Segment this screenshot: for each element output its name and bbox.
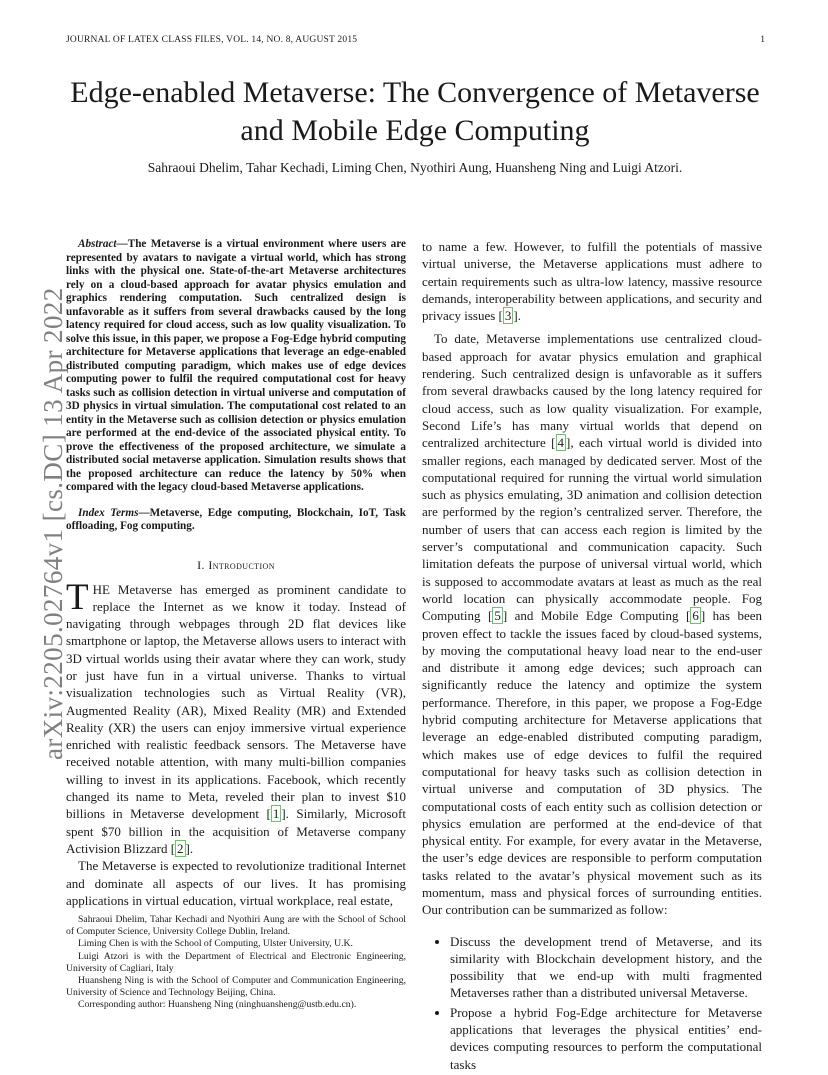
intro-p1-text-mid: . Similarly, Microsoft spent $70 billion in the acquisition of Metaverse company Activision Blizzard — [66, 806, 406, 856]
index-terms-text: —Metaverse, Edge computing, Blockchain, IoT, Task offloading, Fog computing. — [66, 506, 406, 532]
abstract-lead: Abstract — [78, 238, 117, 250]
intro-r2-text-a: To date, Metaverse implementations use centralized cloud-based approach for avatar physics emulation and graphical rendering. Such centralized design is unfavorable as it suffers from several drawbacks caused by the long latency required for cloud access, such as low quality visualization. For example, Second Life’s has many virtual worlds that depend on centralized architecture — [422, 331, 762, 451]
paper-title: Edge-enabled Metaverse: The Convergence of Metaverse and Mobile Edge Computing — [70, 76, 760, 147]
intro-paragraph-3: to name a few. However, to fulfill the potentials of massive virtual universe, the Metaverse applications must adhere to certain requirements such as ultra-low latency, massive resource demands, interoperability between applications, and security and privacy issues [ 3 ]. — [422, 239, 762, 324]
arxiv-stamp: arXiv:2205.02764v1 [cs.DC] 13 Apr 2022 — [38, 287, 68, 760]
running-header: JOURNAL OF LATEX CLASS FILES, VOL. 14, NO. 8, AUGUST 2015 — [66, 35, 358, 45]
left-column — [66, 238, 406, 909]
index-terms — [66, 507, 406, 534]
intro-p1-text-end: . — [189, 840, 194, 856]
citation-link[interactable]: 5 — [494, 608, 501, 624]
intro-paragraph-4: To date, Metaverse implementations use centralized cloud-based approach for avatar physics emulation and graphical rendering. Such centralized design is unfavorable as it suffers from several drawbacks caused by the long latency required for cloud access, such as low quality visualization. For example, Second Life’s has many virtual worlds that depend on centralized architecture [ 4 ], each virtual world is divided into smaller regions, each managed by dedicated server. Most of the computational required for running the virtual world simulation such as physics emulating, 3D animation and collision detection are performed by the region’s centralized server. Therefore, the number of users that can access each region is limited by the server’s computational and communication capacity. Such limitation defeats the purpose of universal virtual world, which is supposed to accommodate avatars at least as much as the real world location can physically accommodate people. Fog Computing [ 5 ] and Mobile Edge Computing [ 6 ] has been proven effect to tackle the issues faced by cloud-based systems, by moving the computational heavy load near to the end-user and distribute it among edge devices; such approach can significantly reduce the latency and optimize the system performance. Therefore, in this paper, we propose a Fog-Edge hybrid computing architecture for Metaverse applications that leverage an edge-enabled distributed computing paradigm, which makes use of edge devices to fulfil the required computational for heavy tasks such as collision detection in virtual universe and computation of 3D physics. The computational costs of each entity such as collision detection or physics emulation are performed at the end-device of that physical entity. For example, for every avatar in the Metaverse, the user’s edge devices are responsible to perform computation tasks related to the avatar’s physical movement such as its momentum, mass and physical forces of surrounding entities. Our contribution can be summarized as follow: — [422, 331, 762, 918]
section-heading-introduction — [66, 558, 406, 573]
footnotes — [66, 914, 406, 1012]
footnote: Huansheng Ning is with the School of Computer and Communication Engineering, University of Science and Technology Beijing, China. — [66, 975, 406, 999]
page-number: 1 — [760, 35, 765, 45]
intro-p1-text: HE Metaverse has emerged as prominent candidate to replace the Internet as we know it today. Instead of navigating through webpages through 2D flat devices like smartphone or laptop, the Metaverse allows users to interact with 3D virtual worlds using their avatar where they can work, study or just have fun in a virtual universe. Thanks to virtual visualization technologies such as Virtual Reality (VR), Augmented Reality (AR), Mixed Reality (MR) and Extended Reality (XR) the users can enjoy immersive virtual experience enriched with realistic feedback sensors. The Metaverse have received notable attention, with many multi-billion companies willing to invest in its applications. Facebook, which recently changed its name to Meta, reveled their plan to invest $10 billions in Metaverse development — [66, 581, 406, 822]
footnote: Sahraoui Dhelim, Tahar Kechadi and Nyothiri Aung are with the School of School of Computer Science, University College Dublin, Ireland. — [66, 914, 406, 938]
footnote: Luigi Atzori is with the Department of Electrical and Electronic Engineering, University of Cagliari, Italy — [66, 950, 406, 974]
index-terms-lead: Index Terms — [78, 506, 139, 519]
list-item: • Propose a hybrid Fog-Edge architecture for Metaverse applications that leverages the physical entities’ end-devices computing resources to perform the computational tasks — [450, 1004, 762, 1073]
citation-link[interactable]: 3 — [504, 308, 512, 324]
intro-paragraph-1: THE Metaverse has emerged as prominent candidate to replace the Internet as we know it today. Instead of navigating through webpages through 2D flat devices like smartphone or laptop, the Metaverse allows users to interact with 3D virtual worlds using their avatar where they can work, study or just have fun in a virtual universe. Thanks to virtual visualization technologies such as Virtual Reality (VR), Augmented Reality (AR), Mixed Reality (MR) and Extended Reality (XR) the users can enjoy immersive virtual experience enriched with realistic feedback sensors. The Metaverse have received notable attention, with many multi-billion companies willing to invest in its applications. Facebook, which recently changed its name to Meta, reveled their plan to invest $10 billions in Metaverse development [ 1 ]. Similarly, Microsoft spent $70 billion in the acquisition of Metaverse company Activision Blizzard [ 2 ]. — [66, 576, 406, 856]
contribution-list — [422, 933, 762, 1073]
section-title: Introduction — [208, 557, 275, 572]
intro-r2-text-c: and Mobile Edge Computing — [507, 608, 687, 624]
abstract — [66, 238, 406, 495]
intro-r1-text: to name a few. However, to fulfill the potentials of massive virtual universe, the Metaverse applications must adhere to certain requirements such as ultra-low latency, massive resource demands, interoperability between applications, and security and privacy issues — [422, 239, 762, 324]
author-list: Sahraoui Dhelim, Tahar Kechadi, Liming Chen, Nyothiri Aung, Huansheng Ning and Luigi Atzori. — [147, 160, 683, 175]
section-number: I. — [197, 557, 205, 572]
intro-r1-text-end: . — [517, 308, 521, 324]
footnote: Liming Chen is with the School of Computing, Ulster University, U.K. — [78, 938, 353, 950]
citation-link[interactable]: 4 — [557, 435, 565, 451]
citation-link[interactable]: 1 — [272, 806, 280, 822]
right-column — [422, 238, 762, 1075]
list-item: • Discuss the development trend of Metaverse, and its similarity with Blockchain development history, and the possibility that we end-up with multi fragmented Metaverses rather than a distributed universal Metaverse. — [450, 933, 762, 1002]
intro-paragraph-2: The Metaverse is expected to revolutionize traditional Internet and dominate all aspects of our lives. It has promising applications in virtual education, virtual workplace, real estate, — [66, 858, 406, 908]
citation-link[interactable]: 6 — [692, 608, 699, 624]
citation-link[interactable]: 2 — [177, 840, 184, 856]
abstract-text: —The Metaverse is a virtual environment where users are represented by avatars to navigate a virtual world, which has strong links with the physical one. State-of-the-art Metaverse architectures rely on a cloud-based approach for avatar physics emulation and graphics rendering computation. Such centralized design is unfavorable as it suffers from several drawbacks caused by the long latency required for cloud access, such as low quality visualization. To solve this issue, in this paper, we propose a Fog-Edge hybrid computing architecture for Metaverse applications that leverage an edge-enabled distributed computing paradigm, which makes use of edge devices computing power to fulfil the required computational cost for heavy tasks such as collision detection in virtual universe and computation of 3D physics in virtual simulation. The computational cost related to an entity in the Metaverse such as collision detection or physics emulation are performed at the end-device of the associated physical entity. To prove the effectiveness of the proposed architecture, we simulate a distributed social metaverse application. Simulation results shows that the proposed architecture can reduce the latency by 50% when compared with the legacy cloud-based Metaverse applications. — [66, 238, 406, 493]
intro-r2-text-b: , each virtual world is divided into smaller regions, each managed by dedicated server. Most of the computational required for running the virtual world simulation such as physics emulating, 3D animation and collision detection are performed by the region’s centralized server. Therefore, the number of users that can access each region is limited by the server’s computational and communication capacity. Such limitation defeats the purpose of universal virtual world, which is supposed to accommodate avatars at least as much as the real world location can physically accommodate people. Fog Computing — [422, 435, 762, 624]
footnote: Corresponding author: Huansheng Ning (ninghuansheng@ustb.edu.cn). — [78, 999, 357, 1011]
intro-r2-text-d: has been proven effect to tackle the issues faced by cloud-based systems, by moving the computational heavy load near to the end-user and distribute it among edge devices; such approach can significantly reduce the latency and optimize the system performance. Therefore, in this paper, we propose a Fog-Edge hybrid computing architecture for Metaverse applications that leverage an edge-enabled distributed computing paradigm, which makes use of edge devices to fulfil the required computational for heavy tasks such as collision detection in virtual universe and computation of 3D physics. The computational costs of each entity such as collision detection or physics emulation are performed at the end-device of that physical entity. For example, for every avatar in the Metaverse, the user’s edge devices are responsible to perform computation tasks related to the avatar’s physical movement such as its momentum, mass and physical forces of surrounding entities. Our contribution can be summarized as follow: — [422, 608, 762, 918]
drop-cap: T — [66, 576, 89, 618]
